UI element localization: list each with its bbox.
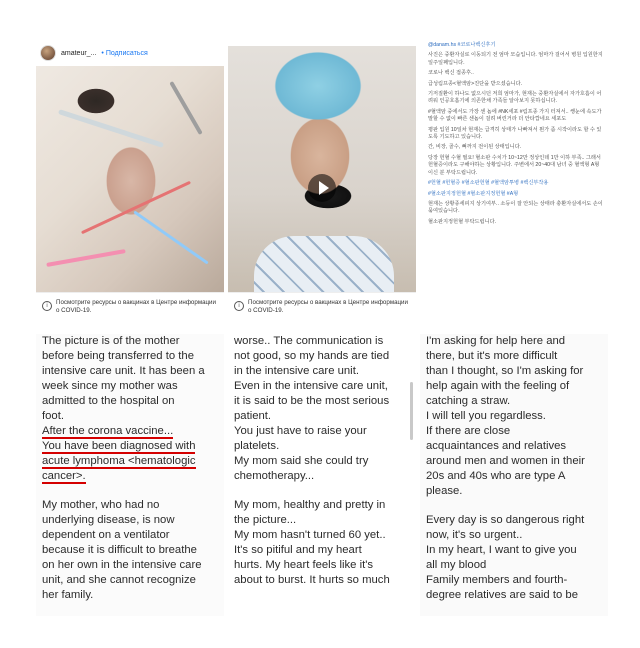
text-line: platelets. (234, 440, 280, 452)
text-line: before being transferred to the (42, 350, 194, 362)
text-line: foot. (42, 410, 64, 422)
text-line: underlying disease, is now (42, 514, 175, 526)
post-header (36, 40, 224, 66)
text-line: on her own in the intensive care (42, 559, 202, 571)
text-line: The picture is of the mother (42, 335, 180, 347)
text-line: in the intensive care unit. (234, 365, 359, 377)
text-line: not good, so my hands are tied (234, 350, 390, 362)
covid-info-text: Посмотрите ресурсы о вакцинах в Центре информации о COVID-19. (248, 299, 408, 314)
text-line: dependent on a ventilator (42, 529, 170, 541)
text-line-underlined (42, 424, 218, 439)
underlined-text: You have been diagnosed with (42, 440, 196, 452)
text-line: Every day is so dangerous right (426, 514, 585, 526)
text-line-underlined (42, 469, 218, 484)
text-line: hurts. My heart feels like it's (234, 559, 374, 571)
caption-line: @danam.hs #코로나백신후기 (428, 42, 496, 48)
text-line: about to burst. It hurts so much (234, 574, 390, 586)
underlined-text: acute lymphoma <hematologic (42, 455, 196, 467)
text-line: now, it's so urgent.. (426, 529, 523, 541)
caption-line: 사진은 중환자실로 이동되기 전 엄마 모습입니다. 엄마가 걸어서 병원 입원한지 일주일째입니다. (428, 52, 603, 66)
post-photo[interactable] (36, 66, 224, 292)
caption-line: 간, 비장, 골수, 뼈까지 전이된 상태입니다. (428, 144, 522, 151)
text-line-underlined (42, 454, 218, 469)
covid-info-banner[interactable] (228, 292, 416, 330)
covid-info-text: Посмотрите ресурсы о вакцинах в Центре информации о COVID-19. (56, 299, 216, 314)
text-line: It's so pitiful and my heart (234, 544, 362, 556)
text-line: please. (426, 485, 463, 497)
text-line: her family. (42, 589, 94, 601)
info-icon: i (234, 301, 244, 311)
info-icon: i (42, 301, 52, 311)
text-line: My mom said she could try (234, 455, 369, 467)
text-line: around men and women in their (426, 455, 585, 467)
text-line: there, but it's more difficult (426, 350, 558, 362)
post-video[interactable] (228, 46, 416, 292)
text-line: unit, and she cannot recognize (42, 574, 196, 586)
text-line: If there are close (426, 425, 511, 437)
play-button[interactable] (308, 174, 336, 202)
text-line: Family members and fourth- (426, 574, 568, 586)
hospital-gown (254, 236, 394, 292)
text-line: help again with the feeling of (426, 380, 570, 392)
translation-column-1 (36, 334, 224, 616)
text-line: than I thought, so I'm asking for (426, 365, 584, 377)
follow-button[interactable]: • Подписаться (101, 49, 148, 57)
caption-line: 급성림프종<혈액암>진단을 받으셨습니다. (428, 80, 523, 87)
play-icon (319, 181, 329, 195)
text-line: intensive care unit. It has been a (42, 365, 205, 377)
text-line: In my heart, I want to give you (426, 544, 577, 556)
caption-line: 현재는 상황종세피지 상기여부.. 소등이 잘 안되는 상태라 충환자실에서도 손이 묶여있습니다. (428, 200, 603, 215)
caption-line: 평판 입원 10일차 현재는 급격히 상태가 나빠져서 뭔가 좀 시작이라도 할 수 있도록 기도하고 있습니다. (428, 126, 602, 141)
covid-info-banner[interactable] (36, 292, 224, 330)
caption-line: #혈액암 중에서도 가장 센 놈에 #NK세포 #림프종 가지 터져서.. 쌩눈에 속도가 말할 수 없이 빠른 센놈이 걸려 버린거라 더 안타깝네요 세포도 (428, 108, 602, 123)
text-line: 20s and 40s who are type A (426, 470, 566, 482)
instagram-caption-korean (420, 40, 608, 330)
text-line: chemotherapy... (234, 470, 315, 482)
text-line: the picture... (234, 514, 297, 526)
text-line: My mom, healthy and pretty in (234, 499, 386, 511)
instagram-post-1 (36, 40, 224, 330)
caption-line: 코로나 백신 접종후.. (428, 70, 474, 77)
underlined-text: cancer>. (42, 470, 86, 482)
text-line: all my blood (426, 559, 487, 571)
text-line: week since my mother was (42, 380, 178, 392)
text-line: worse.. The communication is (234, 335, 384, 347)
caption-line: 혈소판지정헌혈 부탁드립니다. (428, 218, 497, 225)
text-line: You just have to raise your (234, 425, 367, 437)
caption-text (428, 42, 604, 229)
text-line: I'm asking for help here and (426, 335, 566, 347)
text-line: catching a straw. (426, 395, 511, 407)
text-line: it is said to be the most serious (234, 395, 390, 407)
text-line: degree relatives are said to be (426, 589, 578, 601)
translation-column-3 (420, 334, 608, 616)
text-line: My mom hasn't turned 60 yet.. (234, 529, 386, 541)
text-line: admitted to the hospital on (42, 395, 175, 407)
caption-hashtags[interactable]: #헌혈 #헌혈증 #혈소판헌혈 #혈액암투병 #백신부작용 (428, 180, 549, 187)
instagram-post-2 (228, 40, 416, 330)
scrollbar[interactable] (410, 382, 413, 440)
caption-hashtags[interactable]: #혈소판지정헌혈 #혈소판지정헌혈 #A형 (428, 190, 519, 197)
caption-line: 당장 헌혈 수혈 필요! 혈소판 수치가 10~12만 정상인데 1만 이하 부족.. 그래서 헌혈증이라도 구해야하는 상황입니다. 주변에서 20~40대 남녀 중 혈액형 A형이신 분 부탁드립니다. (428, 154, 601, 176)
text-line: acquaintances and relatives (426, 440, 567, 452)
text-line: I will tell you regardless. (426, 410, 546, 422)
text-line: because it is difficult to breathe (42, 544, 197, 556)
caption-line: 기저질환이 하나도 없으시던 저희 엄마가, 현재는 중환자실에서 자가호흡이 어려워 인공호흡기에 의존한채 가족들 알아보지 못하십니다. (428, 91, 602, 105)
avatar[interactable] (40, 45, 56, 61)
translation-column-2 (228, 334, 416, 616)
text-line-underlined (42, 439, 218, 454)
text-line: patient. (234, 410, 272, 422)
username[interactable]: amateur_... (61, 49, 97, 57)
text-line: Even in the intensive care unit, (234, 380, 388, 392)
underlined-text: After the corona vaccine... (42, 425, 174, 437)
text-line: My mother, who had no (42, 499, 160, 511)
